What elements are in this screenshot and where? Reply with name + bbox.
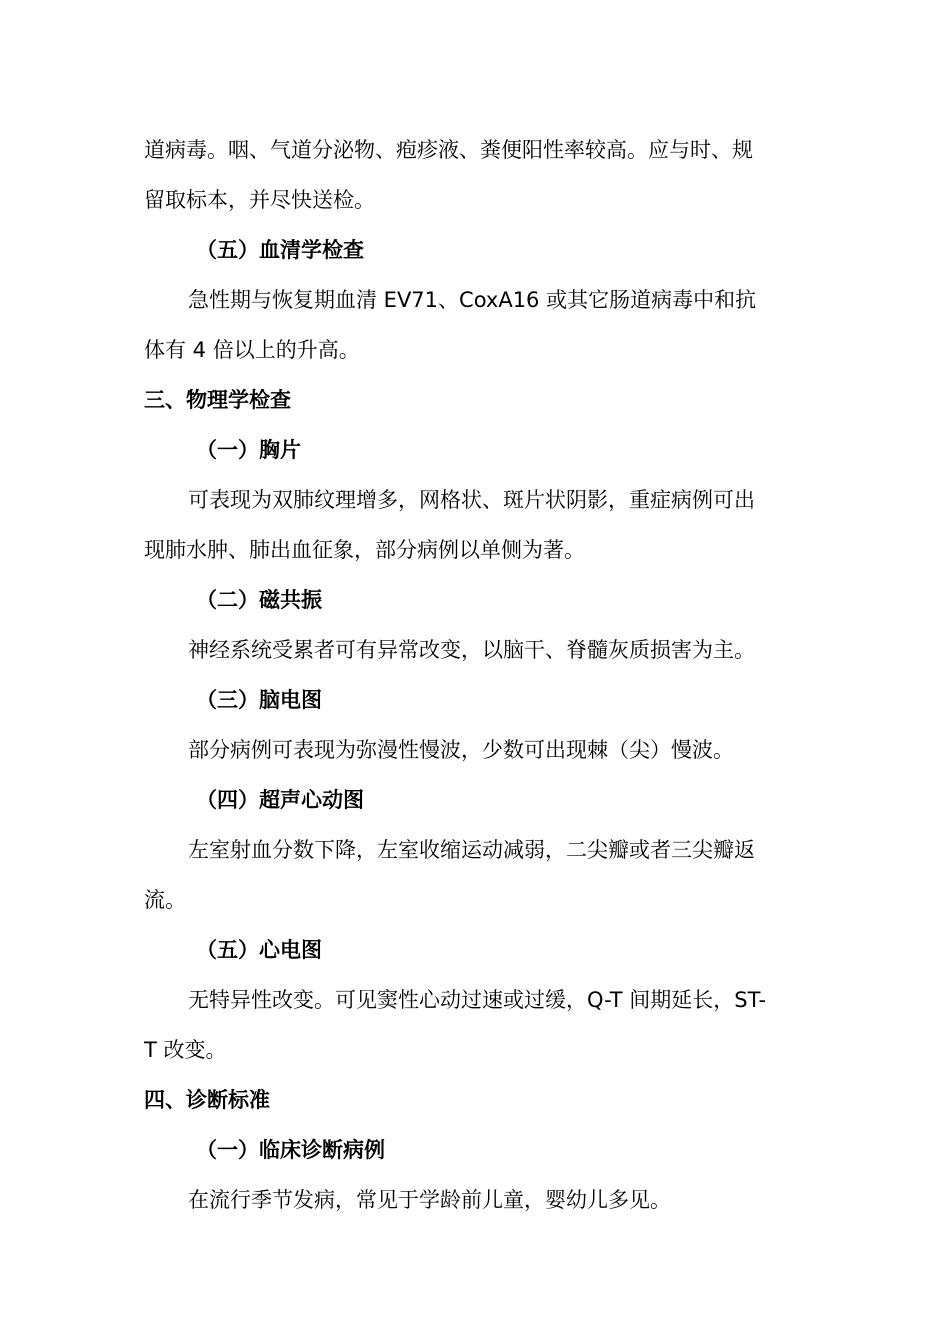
paragraph-line: 左室射血分数下降，左室收缩运动减弱，二尖瓣或者三尖瓣返 [188,838,755,862]
paragraph-line: 现肺水肿、肺出血征象，部分病例以单侧为著。 [144,538,585,562]
paragraph-line: 急性期与恢复期血清 EV71、CoxA16 或其它肠道病毒中和抗 [188,288,757,312]
subsection-heading-chest-xray: （一）胸片 [196,438,301,462]
paragraph-line: 神经系统受累者可有异常改变，以脑干、脊髓灰质损害为主。 [188,638,755,662]
section-heading-physical-exam: 三、物理学检查 [144,388,291,412]
paragraph-line: 在流行季节发病，常见于学龄前儿童，婴幼儿多见。 [188,1188,671,1212]
subsection-heading-echocardiogram: （四）超声心动图 [196,788,364,812]
paragraph-line: T 改变。 [144,1038,227,1062]
subsection-heading-eeg: （三）脑电图 [196,688,322,712]
subsection-heading-ecg: （五）心电图 [196,938,322,962]
paragraph-line: 部分病例可表现为弥漫性慢波，少数可出现棘（尖）慢波。 [188,738,734,762]
paragraph-line: 可表现为双肺纹理增多，网格状、斑片状阴影，重症病例可出 [188,488,755,512]
subsection-heading-serology: （五）血清学检查 [196,238,364,262]
subsection-heading-mri: （二）磁共振 [196,588,322,612]
section-heading-diagnostic-criteria: 四、诊断标准 [144,1088,270,1112]
paragraph-line: 留取标本，并尽快送检。 [144,188,375,212]
paragraph-line: 道病毒。咽、气道分泌物、疱疹液、粪便阳性率较高。应与时、规 [144,138,753,162]
paragraph-line: 流。 [144,888,186,912]
subsection-heading-clinical-diagnosis: （一）临床诊断病例 [196,1138,385,1162]
paragraph-line: 体有 4 倍以上的升高。 [144,338,360,362]
paragraph-line: 无特异性改变。可见窦性心动过速或过缓，Q-T 间期延长，ST- [188,988,767,1012]
